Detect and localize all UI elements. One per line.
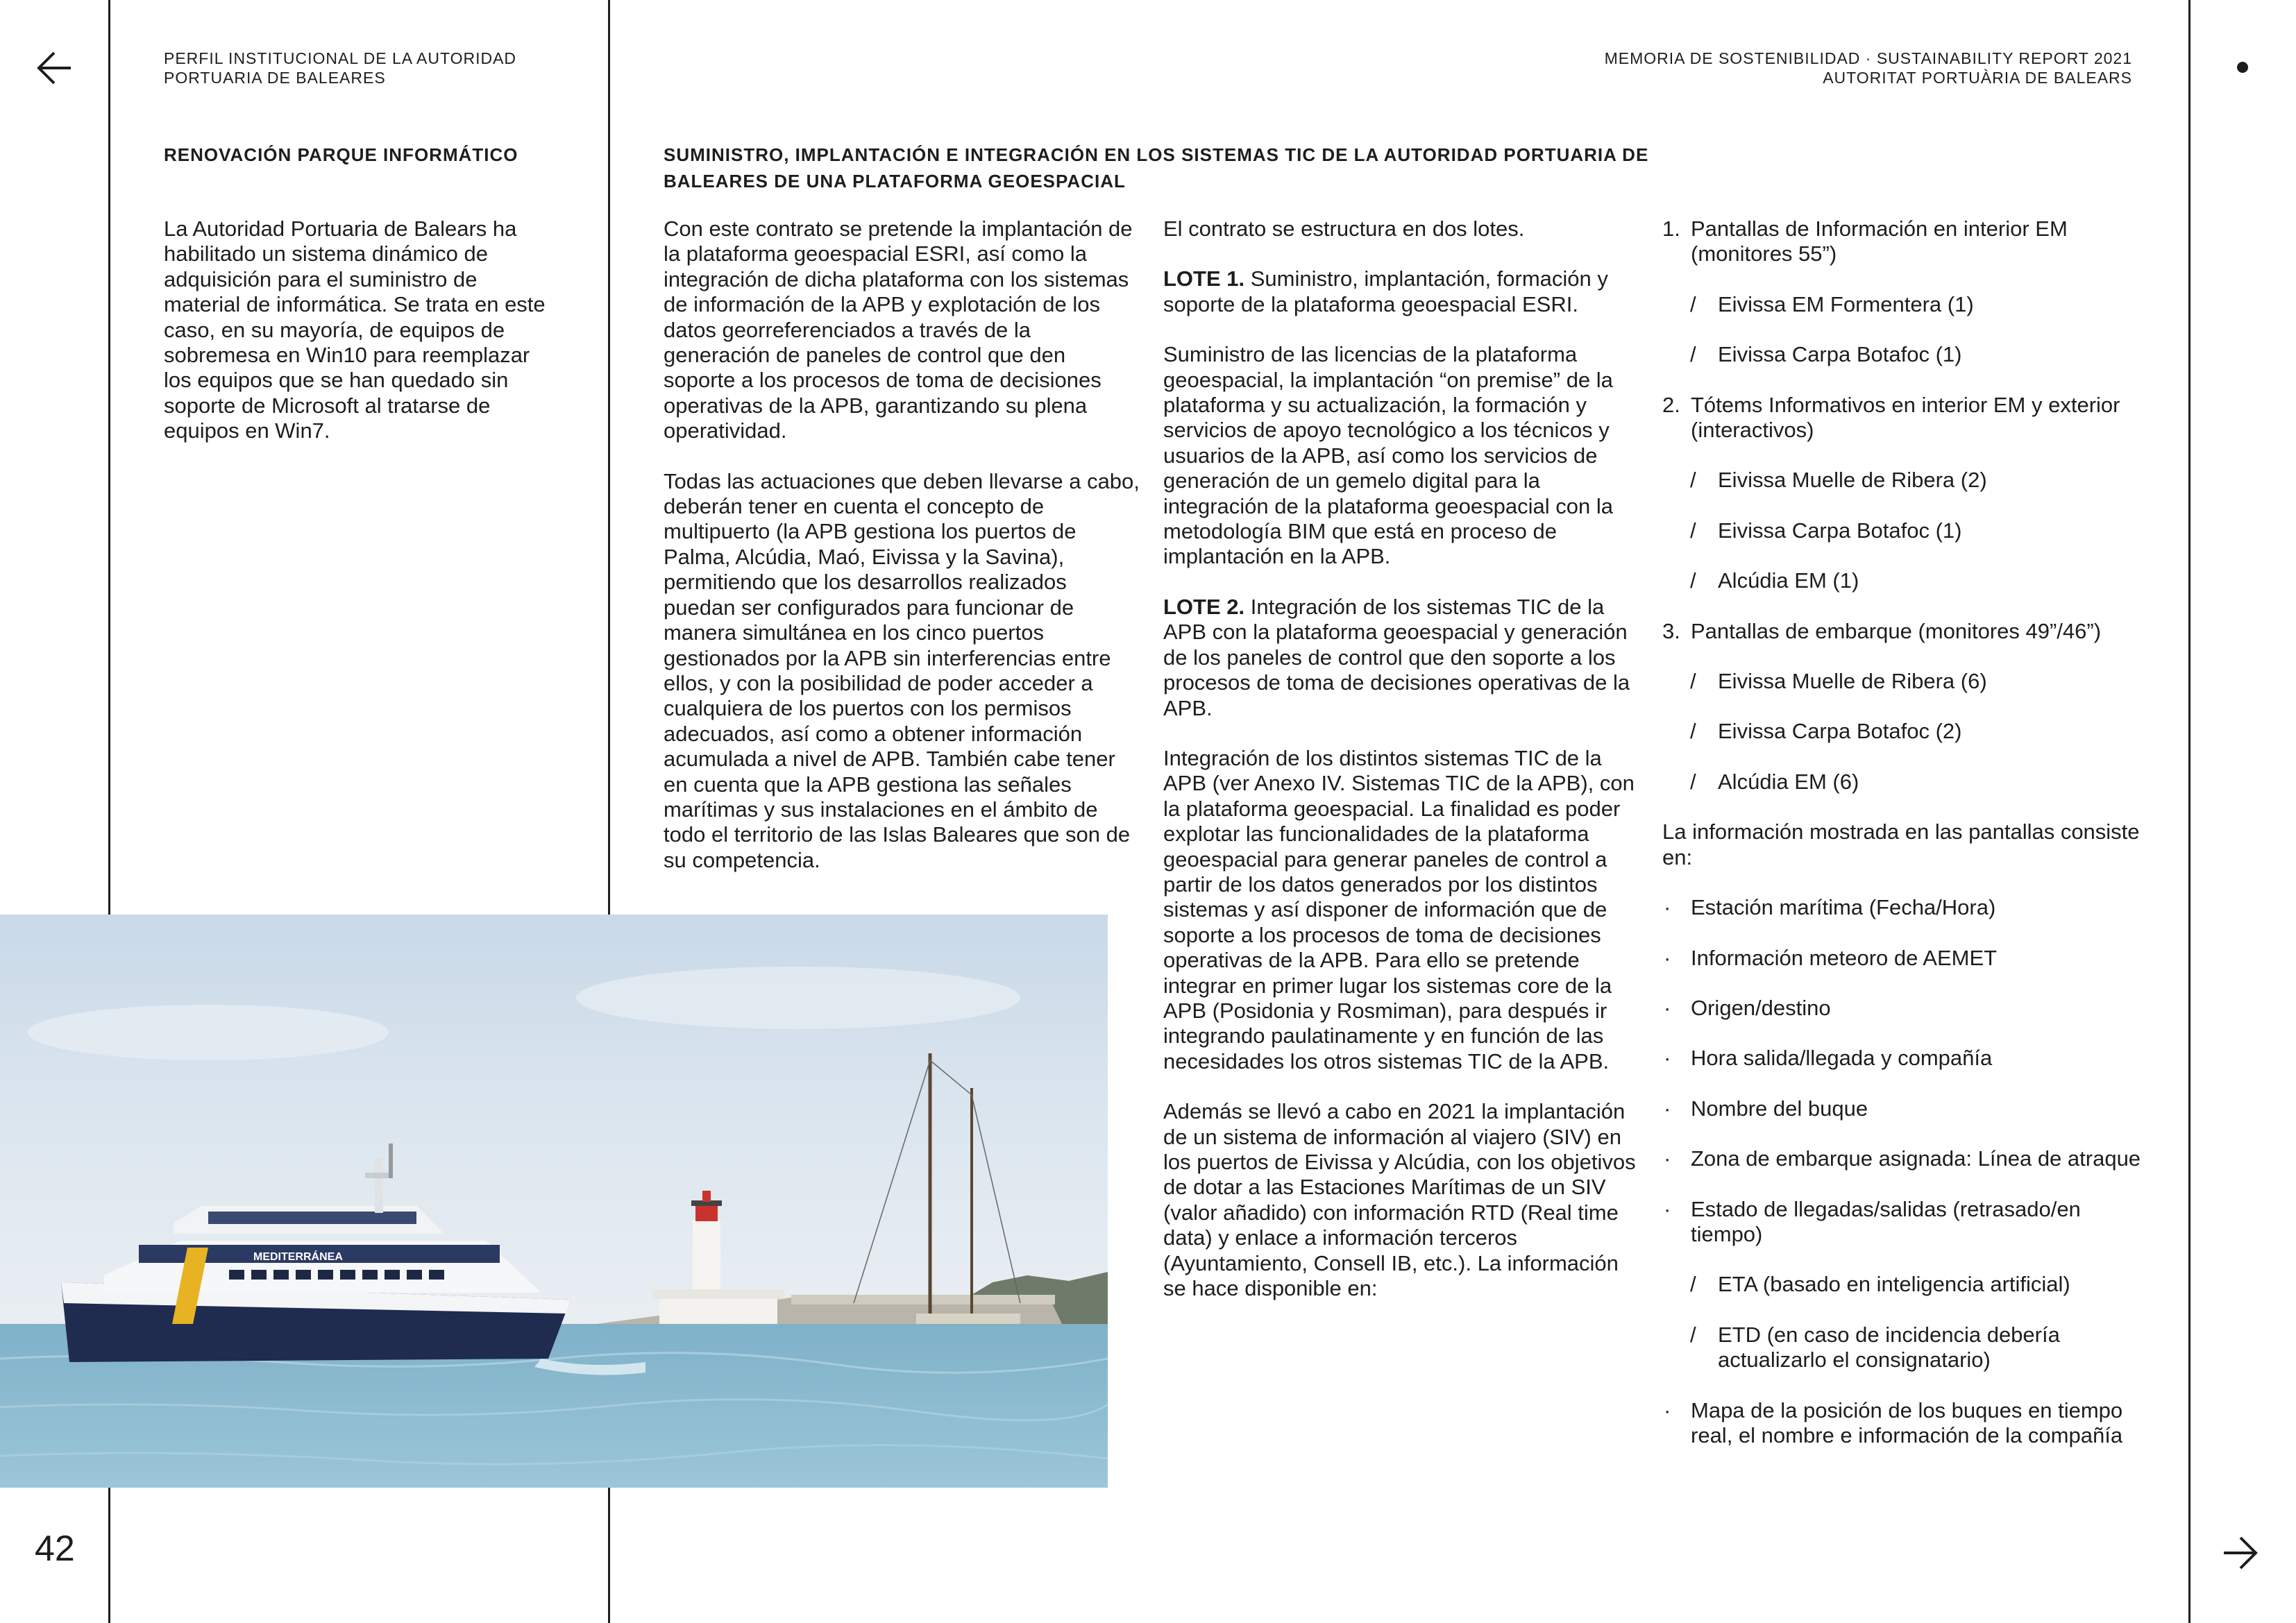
ship-name-text: MEDITERRÁNEA [253, 1251, 343, 1263]
list-marker: / [1690, 468, 1696, 493]
list-marker: 1. [1662, 216, 1680, 241]
list-marker: / [1690, 518, 1696, 543]
list-item [1662, 1197, 2148, 1248]
list-marker: 2. [1662, 392, 1680, 417]
list-marker: / [1690, 1322, 1696, 1347]
col3-p1: El contrato se estructura en dos lotes. [1163, 216, 1525, 241]
list-item [1662, 1398, 2148, 1449]
list-item [1662, 1323, 2148, 1373]
list-item-text: Pantallas de embarque (monitores 49”/46”) [1691, 618, 2102, 643]
header-left-line1: PERFIL INSTITUCIONAL DE LA AUTORIDAD [164, 49, 517, 67]
screens-list [1662, 216, 2148, 794]
lote2-text: Integración de los sistemas TIC de la APB con la plataforma geoespacial y generación de los paneles de control que den soporte a los procesos de toma de decisiones operativas de la APB. [1163, 594, 1630, 720]
col2-text [664, 216, 1142, 898]
list-item-text: Alcúdia EM (1) [1718, 568, 1859, 593]
info-list [1662, 895, 2148, 1448]
col4-text [1662, 216, 2148, 1473]
page-number: 42 [35, 1529, 75, 1569]
list-item [1662, 1096, 2148, 1121]
list-item [1662, 292, 2148, 317]
col3-p5: Integración de los distintos sistemas TIC de la APB (ver Anexo IV. Sistemas TIC de la APB), con la plataforma geoespacial. La finalidad es poder explotar las funcionalidades de la plataforma geoespacial para generar paneles de control a partir de los datos generados por los distintos sistemas y así disponer de información que de soporte a los procesos de toma de decisiones operativas de la APB. Para ello se pretende integrar en primer lugar los sistemas core de la APB (Posidonia y Rosmiman), para después ir integrando paulatinamente y en función de las necesidades los otros sistemas TIC de la APB. [1163, 745, 1635, 1073]
list-item-text: Mapa de la posición de los buques en tiempo real, el nombre e información de la compañía [1691, 1397, 2123, 1447]
list-item-text: Eivissa Carpa Botafoc (1) [1718, 342, 1962, 367]
list-item [1662, 518, 2148, 543]
list-item-text: Eivissa Carpa Botafoc (1) [1718, 518, 1962, 543]
list-item [1662, 719, 2148, 744]
ship-route-text: IBIZA · FORMENTERA [278, 1320, 366, 1329]
list-marker: / [1690, 568, 1696, 593]
list-marker: / [1690, 719, 1696, 744]
list-item-text: ETA (basado en inteligencia artificial) [1718, 1272, 2070, 1297]
list-item [1662, 468, 2148, 493]
list-item-text: Alcúdia EM (6) [1718, 769, 1859, 794]
arrow-right-icon[interactable] [2222, 1535, 2259, 1571]
list-item-text: Eivissa Carpa Botafoc (2) [1718, 719, 1962, 744]
list-item [1662, 393, 2148, 443]
list-marker: / [1690, 669, 1696, 694]
col1-paragraph: La Autoridad Portuaria de Balears ha habilitado un sistema dinámico de adquisición para el suministro de material de informática. Se trata en este caso, en su mayoría, de equipos de sobremesa en Win10 para reemplazar los equipos que se han quedado sin soporte de Microsoft al tratarse de equipos en Win7. [164, 216, 546, 443]
list-marker: · [1664, 945, 1671, 970]
list-marker: / [1690, 769, 1696, 794]
list-marker: 3. [1662, 618, 1680, 643]
list-item-text: Pantallas de Información en interior EM (monitores 55”) [1691, 216, 2068, 266]
list-marker: · [1664, 995, 1671, 1020]
lote2-label: LOTE 2. [1163, 594, 1245, 619]
list-item-text: Hora salida/llegada y compañía [1691, 1046, 1993, 1071]
col3-p3: Suministro de las licencias de la plataforma geoespacial, la implantación “on premise” de la plataforma y su actualización, la formación y servicios de apoyo tecnológico a los técnicos y usuarios de la APB, así como los servicios de generación de un gemelo digital para la integración de la plataforma geoespacial con la metodología BIM que está en proceso de implantación en la APB. [1163, 342, 1613, 569]
list-item-text: Tótems Informativos en interior EM y exterior (interactivos) [1691, 392, 2120, 443]
list-item [1662, 216, 2148, 267]
list-item-text: Estado de llegadas/salidas (retrasado/en tiempo) [1691, 1196, 2081, 1246]
list-item [1662, 946, 2148, 971]
arrow-left-icon[interactable] [36, 50, 72, 86]
list-item-text: ETD (en caso de incidencia debería actualizarlo el consignatario) [1718, 1322, 2060, 1373]
header-right-line1: MEMORIA DE SOSTENIBILIDAD · SUSTAINABILITY REPORT 2021 [1604, 49, 2132, 67]
col1-text [164, 216, 552, 469]
header-left [164, 49, 516, 87]
list-item-text: Eivissa EM Formentera (1) [1718, 291, 1974, 316]
list-item-text: Eivissa Muelle de Ribera (2) [1718, 468, 1987, 493]
ferry-port-photo [0, 915, 1108, 1488]
col3-lote1 [1163, 266, 1642, 317]
list-marker: · [1664, 895, 1671, 920]
lote1-text: Suministro, implantación, formación y soporte de la plataforma geoespacial ESRI. [1163, 266, 1608, 316]
list-marker: · [1664, 1096, 1671, 1121]
header-left-line2: PORTUARIA DE BALEARES [164, 69, 386, 87]
list-item [1662, 619, 2148, 644]
list-item [1662, 669, 2148, 694]
col3-lote2 [1163, 595, 1642, 721]
list-item [1662, 342, 2148, 367]
list-item [1662, 1146, 2148, 1171]
list-marker: / [1690, 1272, 1696, 1297]
header-right [1605, 49, 2132, 87]
lote1-label: LOTE 1. [1163, 266, 1245, 291]
col4-intro: La información mostrada en las pantallas consiste en: [1662, 819, 2140, 869]
list-item-text: Origen/destino [1691, 995, 1831, 1020]
list-item [1662, 770, 2148, 794]
list-item [1662, 1272, 2148, 1297]
col3-p6: Además se llevó a cabo en 2021 la implantación de un sistema de información al viajero (SIV) en los puertos de Eivissa y Alcúdia, con los objetivos de dotar a las Estaciones Marítimas de un SIV (valor añadido) con información RTD (Real time data) y enlace a información terceros (Ayuntamiento, Consell IB, etc.). La información se hace disponible en: [1163, 1099, 1636, 1301]
list-item-text: Nombre del buque [1691, 1096, 1868, 1121]
list-item-text: Información meteoro de AEMET [1691, 945, 1998, 970]
header-right-line2: AUTORITAT PORTUÀRIA DE BALEARS [1823, 69, 2132, 87]
col2-p1: Con este contrato se pretende la implantación de la plataforma geoespacial ESRI, así como la integración de dicha plataforma con los sistemas de información de la APB y explotación de los datos georreferenciados a través de la generación de paneles de control que den soporte a los procesos de toma de decisiones operativas de la APB, garantizando su plena operatividad. [664, 216, 1133, 443]
list-marker: · [1664, 1146, 1671, 1171]
list-item-text: Eivissa Muelle de Ribera (6) [1718, 669, 1987, 694]
col2-p2: Todas las actuaciones que deben llevarse a cabo, deberán tener en cuenta el concepto de multipuerto (la APB gestiona los puertos de Palma, Alcúdia, Maó, Eivissa y la Savina), permitiendo que los desarrollos realizados puedan ser configurados para funcionar de manera simultánea en los cinco puertos gestionados por la APB sin interferencias entre ellos, y con la posibilidad de poder acceder a cualquiera de los puertos con los permisos adecuados, así como a obtener información acumulada a nivel de APB. También cabe tener en cuenta que la APB gestiona las señales marítimas y sus instalaciones en el ámbito de todo el territorio de las Islas Baleares que son de su competencia. [664, 468, 1140, 872]
col3-text [1163, 216, 1642, 1326]
list-marker: · [1664, 1397, 1671, 1422]
list-item-text: Zona de embarque asignada: Línea de atraque [1691, 1146, 2141, 1171]
list-item [1662, 996, 2148, 1021]
list-marker: · [1664, 1196, 1671, 1221]
list-marker: / [1690, 291, 1696, 316]
list-item [1662, 568, 2148, 593]
list-marker: / [1690, 342, 1696, 367]
list-item [1662, 895, 2148, 920]
col1-heading: RENOVACIÓN PARQUE INFORMÁTICO [164, 144, 518, 165]
list-item-text: Estación marítima (Fecha/Hora) [1691, 895, 1996, 920]
list-marker: · [1664, 1046, 1671, 1071]
list-item [1662, 1046, 2148, 1071]
section-heading: SUMINISTRO, IMPLANTACIÓN E INTEGRACIÓN EN LOS SISTEMAS TIC DE LA AUTORIDAD PORTUARIA DE BALEARES DE UNA PLATAFORMA GEOESPACIAL [664, 144, 1649, 192]
rule-right [2188, 0, 2191, 1623]
dot-icon [2235, 60, 2250, 75]
